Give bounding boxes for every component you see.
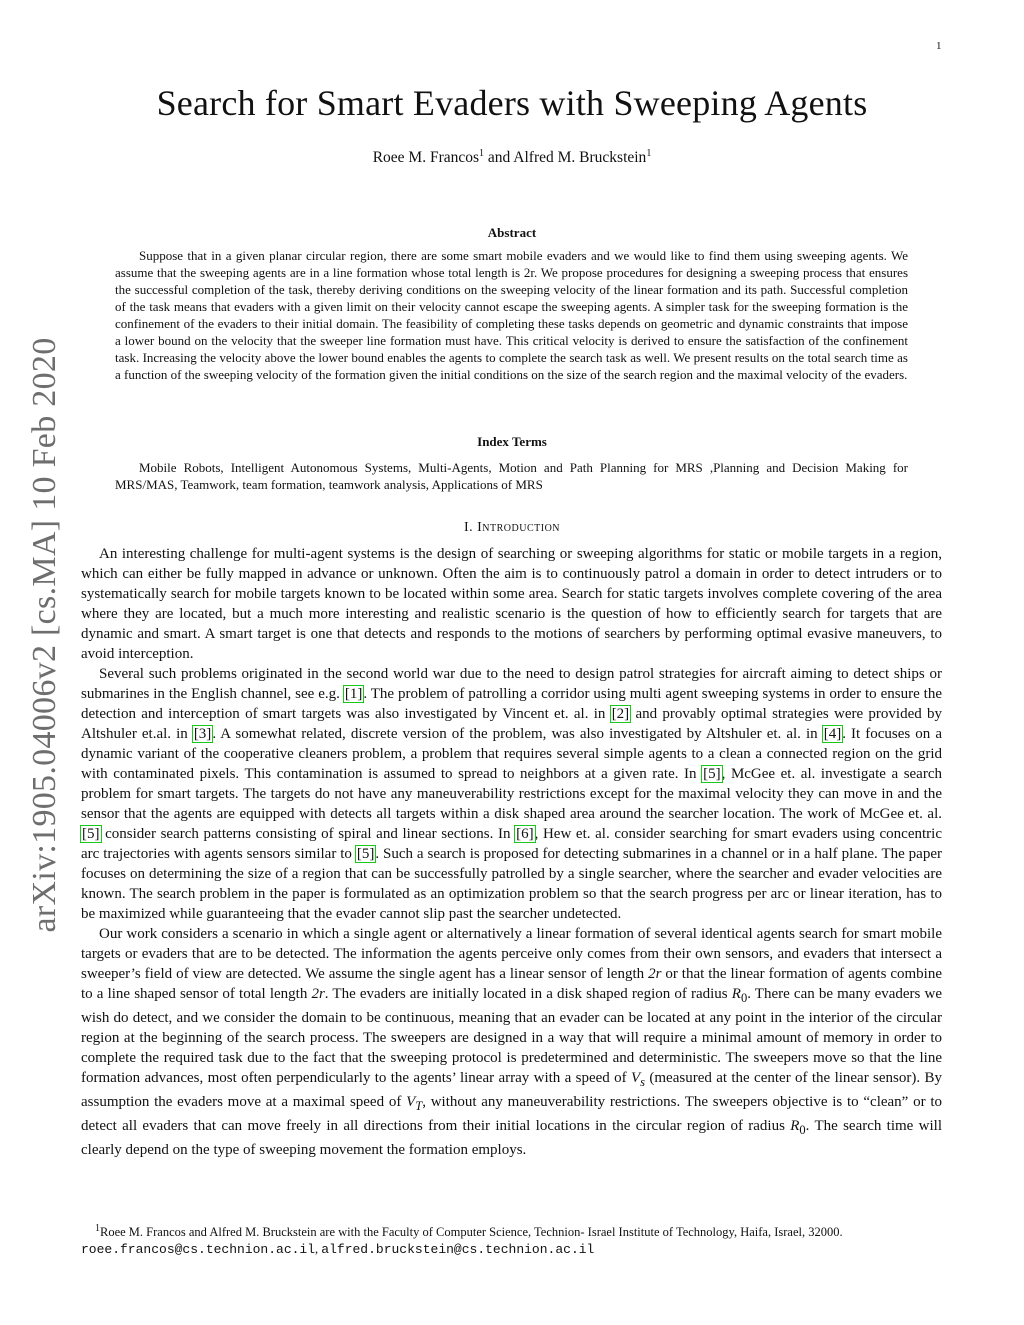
email-separator: ,: [315, 1242, 322, 1257]
abstract-heading: Abstract: [487, 225, 537, 240]
paragraph: [81, 664, 942, 924]
author-name: Roee M. Francos: [372, 149, 480, 167]
text-run: . There can be many evaders we wish do detect, and we consider the domain to be continuous, meaning that an evader can be located at any point in the interior of the circular region at the beginning of the search process. The sweepers are designed in a way that will require a minimal amount of memory in order to complete the required task due to the fact that the sweeping protocol is predetermined and deterministic. The sweepers move so that the line formation advances, most often perpendicularly to the agents’ linear array with a speed of: [81, 986, 943, 1086]
math-R0: R: [731, 986, 741, 1002]
author-separator: and: [484, 149, 514, 167]
index-terms-text: Mobile Robots, Intelligent Autonomous Systems, Multi-Agents, Motion and Path Planning for MRS ,Planning and Decision Making for MRS/MAS, Teamwork, team formation, teamwork analysis, Applications of MRS: [115, 460, 908, 492]
math-Vs: V: [631, 1070, 641, 1086]
footnote-text: Roee M. Francos and Alfred M. Bruckstein are with the Faculty of Computer Science, Technion- Israel Institute of Technology, Haifa, Israel, 32000.: [100, 1225, 843, 1240]
text-run: Several such problems originated in the second world war due to the need to design patrol strategies for aircraft aiming to detect ships or submarines in the English channel, see e.g.: [81, 666, 942, 702]
paragraph: An interesting challenge for multi-agent systems is the design of searching or sweeping algorithms for static or mobile targets in a region, which can either be fully mapped in advance or unknown. Often the aim is to continuously patrol a domain in order to detect intruders or to systematically search for mobile targets known to be located within some area. Search for static targets involves complete covering of the area where they are located, but a much more interesting and realistic scenario is the question of how to efficiently search for targets that are dynamic and smart. A smart target is one that detects and responds to the motions of searchers by performing optimal evasive maneuvers, to avoid interception.: [81, 546, 942, 662]
text-run: consider search patterns consisting of spiral and linear sections. In: [100, 826, 516, 842]
text-run: , Hew et. al. consider searching for smart evaders using concentric arc trajectories with agents sensors similar to: [81, 826, 942, 862]
math-subscript: 0: [740, 991, 748, 1005]
arxiv-stamp: arXiv:1905.04006v2 [cs.MA] 10 Feb 2020: [26, 337, 63, 933]
paragraph: [81, 924, 942, 1160]
text-run: Our work considers a scenario in which a single agent or alternatively a linear formation of several identical agents search for smart mobile targets or evaders that are to be detected. The information the agents perceive only comes from their own sensors, and evaders that intersect a sweeper’s field of view are detected. We assume the single agent has a linear sensor of length: [81, 926, 942, 982]
text-run: and provably optimal strategies were provided by Altshuler et.al. in: [81, 706, 942, 742]
text-run: . A somewhat related, discrete version of the problem, was also investigated by Altshuler et. al. in: [212, 726, 823, 742]
citation-link[interactable]: [5]: [356, 846, 375, 862]
citation-link[interactable]: [1]: [344, 686, 363, 702]
citation-link[interactable]: [5]: [82, 826, 100, 842]
footnote: [81, 1220, 942, 1258]
citation-link[interactable]: [5]: [703, 766, 721, 782]
author-line: [0, 148, 1024, 167]
footnote-mark: 1: [95, 1223, 100, 1234]
text-run: . It focuses on a dynamic variant of the cooperative cleaners problem, a problem that requires several simple agents to a clean a connected region on the grid with contaminated pixels. This contamination is assumed to spread to neighbors at a given rate. In: [81, 726, 942, 782]
author-name: Alfred M. Bruckstein: [513, 149, 647, 167]
math-subscript: 0: [799, 1123, 806, 1137]
text-run: , without any maneuverability restrictions. The sweepers objective is to “clean” or to detect all evaders that can move freely in all directions from their initial locations in the circular region of radius: [81, 1094, 942, 1134]
math-2r: 2r: [311, 986, 325, 1002]
page-number: 1: [936, 40, 942, 52]
math-subscript: s: [640, 1075, 646, 1089]
section-title: Introduction: [477, 520, 561, 535]
footnote-emails: [81, 1241, 942, 1258]
text-run: (measured at the center of the linear sensor). By assumption the evaders move at a maximal speed of: [81, 1070, 942, 1110]
text-run: . The problem of patrolling a corridor using multi agent sweeping systems in order to ensure the detection and interception of smart targets was also investigated by Vincent et. al. in: [81, 686, 942, 722]
affiliation-mark: 1: [646, 148, 652, 159]
text-run: . The evaders are initially located in a disk shaped region of radius: [324, 986, 732, 1002]
section-number: I.: [463, 520, 478, 535]
citation-link[interactable]: [4]: [823, 726, 842, 742]
body-text: [81, 544, 942, 1160]
email-link[interactable]: roee.francos@cs.technion.ac.il: [81, 1242, 316, 1258]
affiliation-mark: 1: [479, 148, 485, 159]
text-run: or that the linear formation of agents combine to a line shaped sensor of total length: [81, 966, 943, 1002]
math-subscript: T: [415, 1099, 423, 1113]
citation-link[interactable]: [2]: [611, 706, 630, 722]
section-heading: [0, 520, 1024, 536]
footnote-affiliation: [81, 1220, 942, 1241]
math-R0: R: [790, 1118, 800, 1134]
citation-link[interactable]: [3]: [193, 726, 212, 742]
abstract-text: Suppose that in a given planar circular region, there are some smart mobile evaders and we would like to find them using sweeping agents. We assume that the sweeping agents are in a line formation whose total length is 2r. We propose procedures for designing a sweeping process that ensures the successful completion of the task, thereby deriving conditions on the sweeping velocity of the linear formation and its path. Successful completion of the task means that evaders with a given limit on their velocity cannot escape the sweeping agents. A simpler task for the sweeping formation is the confinement of the evaders to their initial domain. The feasibility of completing these tasks depends on geometric and dynamic constraints that impose a lower bound on the velocity that the sweeper line formation must have. This critical velocity is derived to ensure the satisfaction of the confinement task. Increasing the velocity above the lower bound enables the agents to complete the search task as well. We present results on the total search time as a function of the sweeping velocity of the formation given the initial conditions on the size of the search region and the maximal velocity of the evaders.: [115, 248, 908, 382]
math-2r: 2r: [648, 966, 662, 982]
paper-title: Search for Smart Evaders with Sweeping Agents: [156, 83, 868, 123]
math-VT: V: [406, 1094, 416, 1110]
text-run: , McGee et. al. investigate a search problem for smart targets. The targets do not have any maneuverability restrictions except for the maximal velocity they can move in and the sensor that the agents are equipped with detects all targets within a disk shaped area around the searcher location. The work of McGee et. al.: [81, 766, 942, 822]
text-run: . Such a search is proposed for detecting submarines in a channel or in a half plane. The paper focuses on determining the size of a region that can be successfully patrolled by a single searcher, where the searcher and evader velocities are known. The search problem in the paper is formulated as an optimization problem so that the search progress per arc or linear iteration, has to be maximized while guaranteeing that the evader cannot slip past the searcher undetected.: [81, 846, 942, 922]
email-link[interactable]: alfred.bruckstein@cs.technion.ac.il: [321, 1242, 595, 1258]
citation-link[interactable]: [6]: [516, 826, 534, 842]
text-run: . The search time will clearly depend on the type of sweeping movement the formation employs.: [81, 1118, 942, 1158]
index-terms-heading: Index Terms: [477, 434, 547, 449]
